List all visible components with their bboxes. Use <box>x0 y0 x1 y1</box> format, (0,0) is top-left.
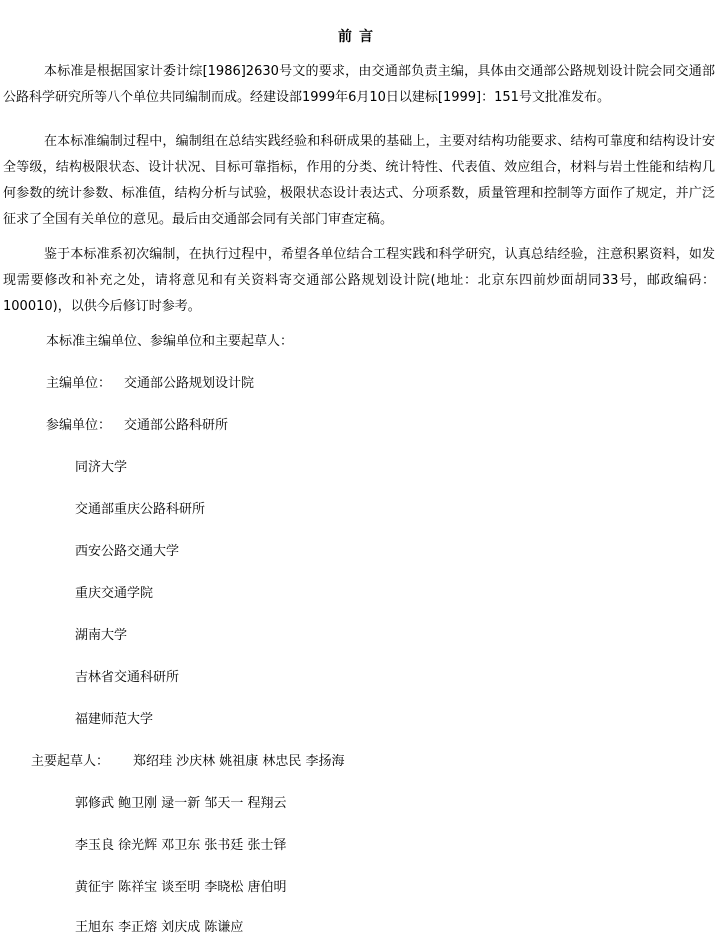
drafters-names: 郑绍珪 沙庆林 姚祖康 林忠民 李扬海 <box>133 754 345 769</box>
drafters-names-line: 黄征宇 陈祥宝 谈至明 李晓松 唐伯明 <box>75 880 287 895</box>
participating-unit-row <box>46 416 228 436</box>
chief-unit-label: 主编单位： <box>46 376 112 391</box>
participating-unit-name: 交通部公路科研所 <box>124 418 229 433</box>
participating-unit-item: 交通部重庆公路科研所 <box>75 502 206 517</box>
drafters-names-line: 郭修武 鲍卫刚 逯一新 邹天一 程翔云 <box>75 796 287 811</box>
participating-unit-item: 重庆交通学院 <box>75 586 154 601</box>
participating-unit-item: 西安公路交通大学 <box>75 544 180 559</box>
participating-unit-item: 同济大学 <box>75 460 128 475</box>
participating-unit-item: 福建师范大学 <box>75 712 154 727</box>
participating-unit-item: 湖南大学 <box>75 628 128 643</box>
units-intro: 本标准主编单位、参编单位和主要起草人： <box>46 334 294 349</box>
drafters-names-line: 王旭东 李正熔 刘庆成 陈谦应 <box>75 920 244 935</box>
paragraph-3: 鉴于本标准系初次编制，在执行过程中，希望各单位结合工程实践和科学研究，认真总结经验，注意积累资料，如发现需要修改和补充之处，请将意见和有关资料寄交通部公路规划设计院(地址：北京东四前炒面胡同33号，邮政编码：100010)，以供今后修订时参考。 <box>3 247 715 314</box>
participating-unit-label: 参编单位： <box>46 418 112 433</box>
paragraph-2: 在本标准编制过程中，编制组在总结实践经验和科研成果的基础上，主要对结构功能要求、结构可靠度和结构设计安全等级，结构极限状态、设计状况、目标可靠指标，作用的分类、统计特性、代表值、效应组合，材料与岩土性能和结构几何参数的统计参数、标准值，结构分析与试验，极限状态设计表达式、分项系数，质量管理和控制等方面作了规定，并广泛征求了全国有关单位的意见。最后由交通部会同有关部门审查定稿。 <box>3 134 715 227</box>
paragraph-1: 本标准是根据国家计委计综[1986]2630号文的要求，由交通部负责主编，具体由交通部公路规划设计院会同交通部公路科学研究所等八个单位共同编制而成。经建设部1999年6月10日以建标[1999]：151号文批准发布。 <box>3 64 715 105</box>
drafters-names-line: 李玉良 徐光辉 邓卫东 张书廷 张士铎 <box>75 838 287 853</box>
drafters-row <box>31 752 345 772</box>
chief-unit-row <box>46 374 254 394</box>
participating-unit-item: 吉林省交通科研所 <box>75 670 180 685</box>
chief-unit-name: 交通部公路规划设计院 <box>124 376 255 391</box>
page-title: 前言 <box>338 29 380 45</box>
drafters-label: 主要起草人： <box>31 754 110 769</box>
